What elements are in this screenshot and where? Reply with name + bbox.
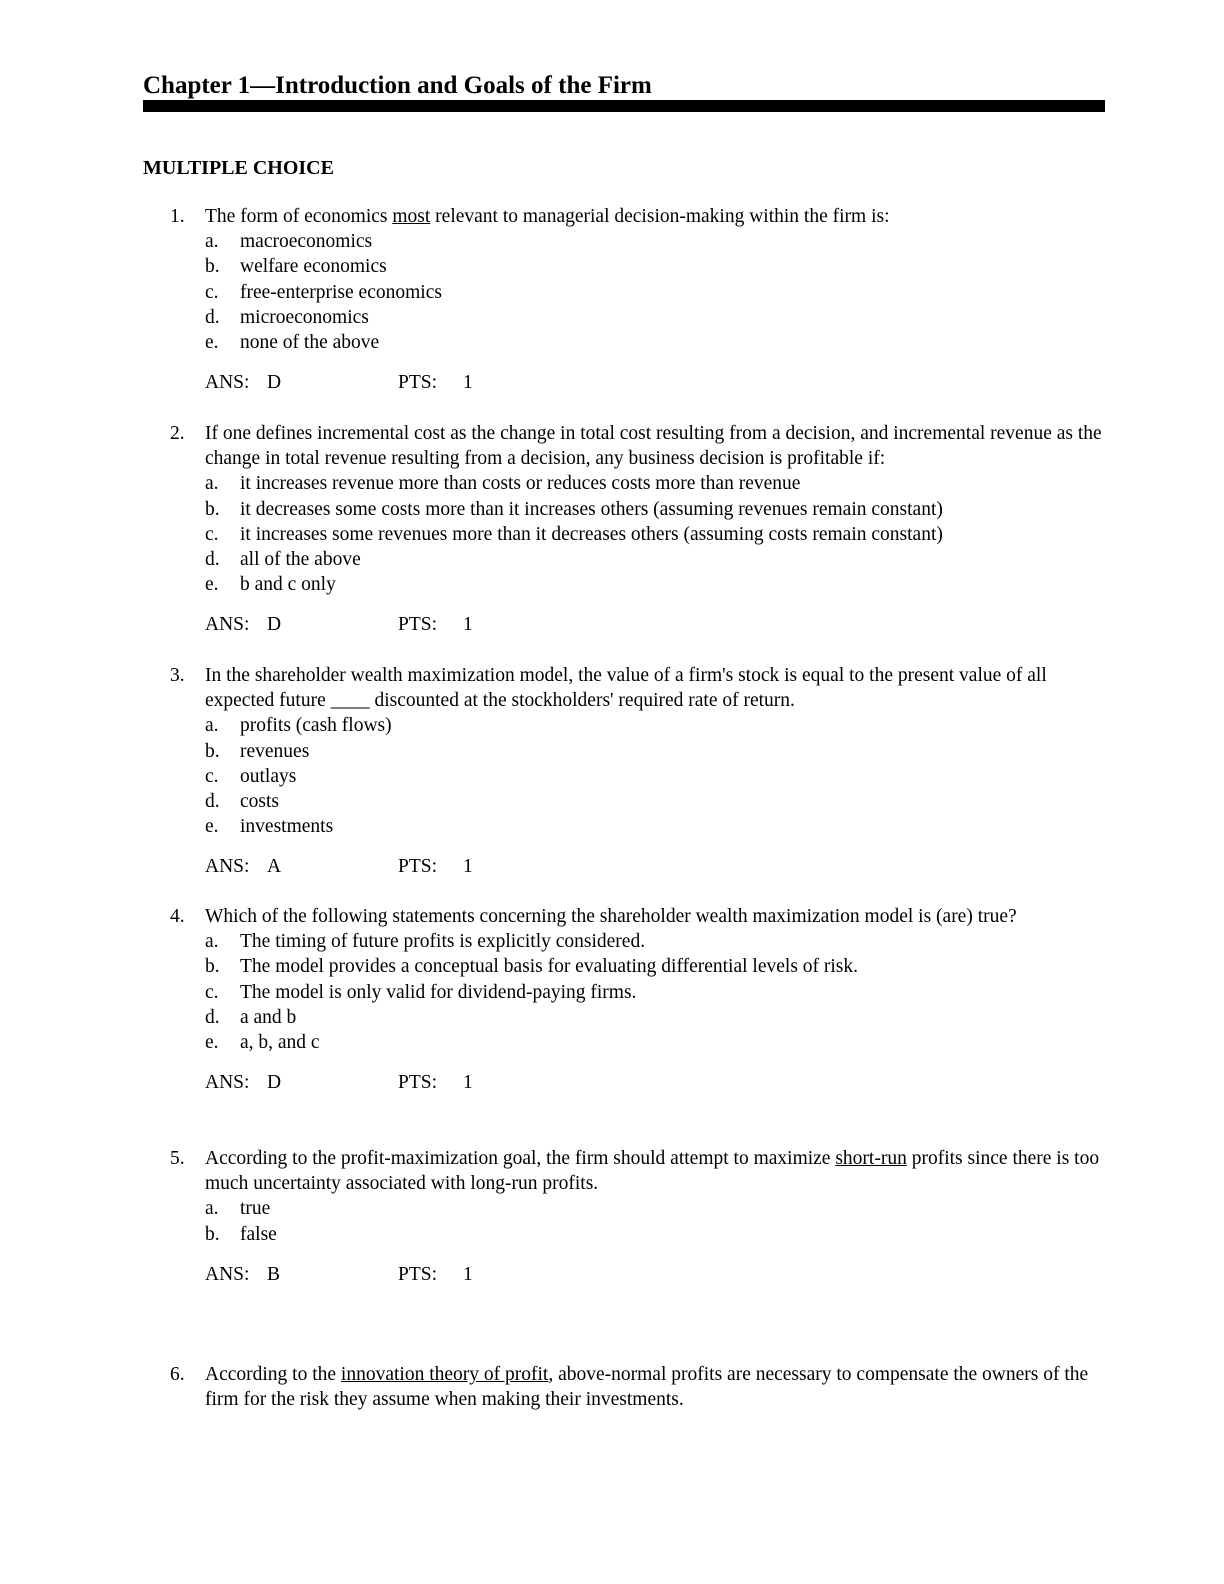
- question-6: [165, 1362, 1110, 1412]
- choice-c: c. The model is only valid for dividend-paying firms.: [205, 981, 637, 1003]
- answer-value: D: [267, 1072, 282, 1094]
- question-text: If one defines incremental cost as the change in total cost resulting from a decision, and incremental revenue as the change in total revenue resulting from a decision, any business decision is profitable if:: [205, 423, 1102, 470]
- choice-a: a. profits (cash flows): [205, 715, 392, 737]
- choice-b: b. revenues: [205, 740, 310, 762]
- points-value: 1: [463, 1263, 473, 1285]
- question-text: In the shareholder wealth maximization model, the value of a firm's stock is equal to the present value of all expected future ____ discounted at the stockholders' required rate of return.: [205, 665, 1047, 712]
- answer-row: ANS: D PTS: 1: [205, 612, 1110, 637]
- choice-d: d. microeconomics: [205, 306, 369, 328]
- answer-row: ANS: D PTS: 1: [205, 1070, 1110, 1095]
- underlined-term: most: [392, 206, 431, 227]
- answer-row: ANS: A PTS: 1: [205, 854, 1110, 879]
- question-number: 4.: [170, 906, 185, 927]
- question-number: 6.: [170, 1364, 185, 1385]
- question-3: [165, 663, 1110, 880]
- choice-b: b. it decreases some costs more than it increases others (assuming revenues remain constant): [205, 498, 943, 520]
- choice-a: a. it increases revenue more than costs or reduces costs more than revenue: [205, 473, 801, 495]
- choice-e: e. none of the above: [205, 332, 380, 354]
- choice-a: a. macroeconomics: [205, 231, 373, 253]
- choice-e: e. b and c only: [205, 574, 336, 596]
- question-2: [165, 421, 1110, 638]
- choice-e: e. investments: [205, 816, 334, 838]
- question-number: 5.: [170, 1148, 185, 1169]
- answer-value: D: [267, 614, 282, 636]
- question-number: 3.: [170, 665, 185, 686]
- choice-b: b. welfare economics: [205, 256, 387, 278]
- answer-value: D: [267, 372, 282, 394]
- answer-row: ANS: B PTS: 1: [205, 1262, 1110, 1287]
- points-value: 1: [463, 372, 473, 394]
- choice-c: c. free-enterprise economics: [205, 281, 442, 303]
- choice-c: c. it increases some revenues more than it decreases others (assuming costs remain constant): [205, 523, 943, 545]
- points-value: 1: [463, 614, 473, 636]
- answer-value: A: [267, 856, 282, 878]
- title-rule: [143, 100, 1105, 112]
- question-5: [165, 1146, 1110, 1287]
- points-value: 1: [463, 856, 473, 878]
- choice-e: e. a, b, and c: [205, 1032, 320, 1054]
- answer-row: ANS: D PTS: 1: [205, 370, 1110, 395]
- points-value: 1: [463, 1072, 473, 1094]
- underlined-term: innovation theory of profit: [340, 1364, 549, 1385]
- choice-a: a. The timing of future profits is explicitly considered.: [205, 931, 646, 953]
- question-text: The form of economics most relevant to managerial decision-making within the firm is:: [205, 206, 890, 227]
- choice-d: d. all of the above: [205, 549, 361, 571]
- choice-b: b. The model provides a conceptual basis for evaluating differential levels of risk.: [205, 956, 859, 978]
- question-number: 2.: [170, 423, 185, 444]
- underlined-term: short-run: [835, 1148, 907, 1169]
- choice-b: b. false: [205, 1223, 277, 1245]
- question-text: According to the profit-maximization goal, the firm should attempt to maximize short-run profits since there is too much uncertainty associated with long-run profits.: [205, 1148, 1100, 1195]
- question-text: Which of the following statements concerning the shareholder wealth maximization model is (are) true?: [205, 906, 1017, 927]
- question-4: [165, 904, 1110, 1095]
- question-1: [165, 204, 1110, 395]
- chapter-title: Chapter 1—Introduction and Goals of the Firm: [143, 72, 652, 99]
- question-text: According to the innovation theory of profit, above-normal profits are necessary to compensate the owners of the firm for the risk they assume when making their investments.: [205, 1364, 1089, 1411]
- choice-d: d. costs: [205, 791, 279, 813]
- choice-c: c. outlays: [205, 765, 297, 787]
- section-heading: MULTIPLE CHOICE: [143, 157, 334, 179]
- choice-a: a. true: [205, 1198, 271, 1220]
- question-number: 1.: [170, 206, 185, 227]
- choice-d: d. a and b: [205, 1006, 297, 1028]
- answer-value: B: [267, 1263, 281, 1285]
